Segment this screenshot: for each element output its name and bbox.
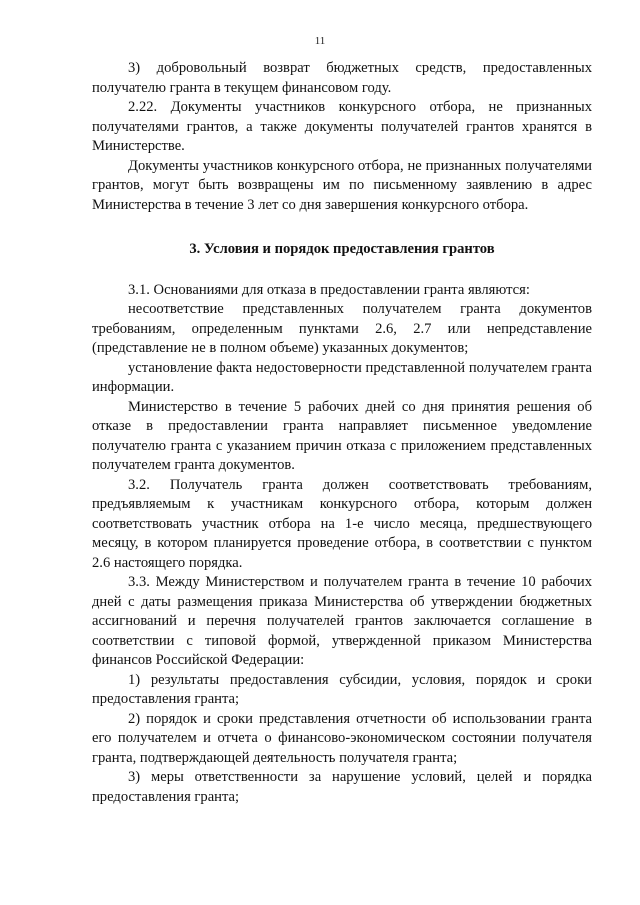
- paragraph: несоответствие представленных получателем гранта документов требованиям, определенным пунктами 2.6, 2.7 или непредставление (представление не в полном объеме) указанных документов;: [92, 301, 592, 356]
- paragraph: установление факта недостоверности представленной получателем гранта информации.: [92, 359, 592, 395]
- paragraph: 2.22. Документы участников конкурсного отбора, не признанных получателями грантов, а также документы получателей грантов хранятся в Министерстве.: [92, 99, 592, 154]
- paragraph: Документы участников конкурсного отбора, не признанных получателями грантов, могут быть возвращены им по письменному заявлению в адрес Министерства в течение 3 лет со дня завершения конкурсного отбора.: [92, 157, 592, 213]
- paragraph: 2) порядок и сроки представления отчетности об использовании гранта его получателем и отчета о финансово-экономическом состоянии получателя гранта, подтверждающей деятельность получателя гранта;: [92, 710, 592, 766]
- paragraph: 3.3. Между Министерством и получателем гранта в течение 10 рабочих дней с даты размещения приказа Министерства об утверждении бюджетных ассигнований и перечня получателей грантов заключается соглашение в соответствии с типовой формой, утвержденной приказом Министерства финансов Российской Федерации:: [92, 574, 592, 668]
- section-heading: 3. Условия и порядок предоставления грантов: [189, 241, 495, 257]
- paragraph: 1) результаты предоставления субсидии, условия, порядок и сроки предоставления гранта;: [92, 671, 592, 707]
- paragraph: 3.1. Основаниями для отказа в предоставлении гранта являются:: [128, 281, 530, 298]
- paragraph: Министерство в течение 5 рабочих дней со дня принятия решения об отказе в предоставлении гранта направляет письменное уведомление получателю гранта с указанием причин отказа с приложением представленных получателем гранта документов.: [92, 398, 592, 473]
- paragraph: 3) добровольный возврат бюджетных средств, предоставленных получателю гранта в текущем финансовом году.: [92, 60, 592, 96]
- page-number: 11: [314, 35, 326, 47]
- document-body: [92, 59, 592, 807]
- paragraph: 3) меры ответственности за нарушение условий, целей и порядка предоставления гранта;: [92, 769, 592, 805]
- paragraph: 3.2. Получатель гранта должен соответствовать требованиям, предъявляемым к участникам конкурсного отбора, которым должен соответствовать участник отбора на 1-е число месяца, предшествующего месяцу, в котором планируется проведение отбора, в соответствии с пунктом 2.6 настоящего порядка.: [92, 476, 592, 571]
